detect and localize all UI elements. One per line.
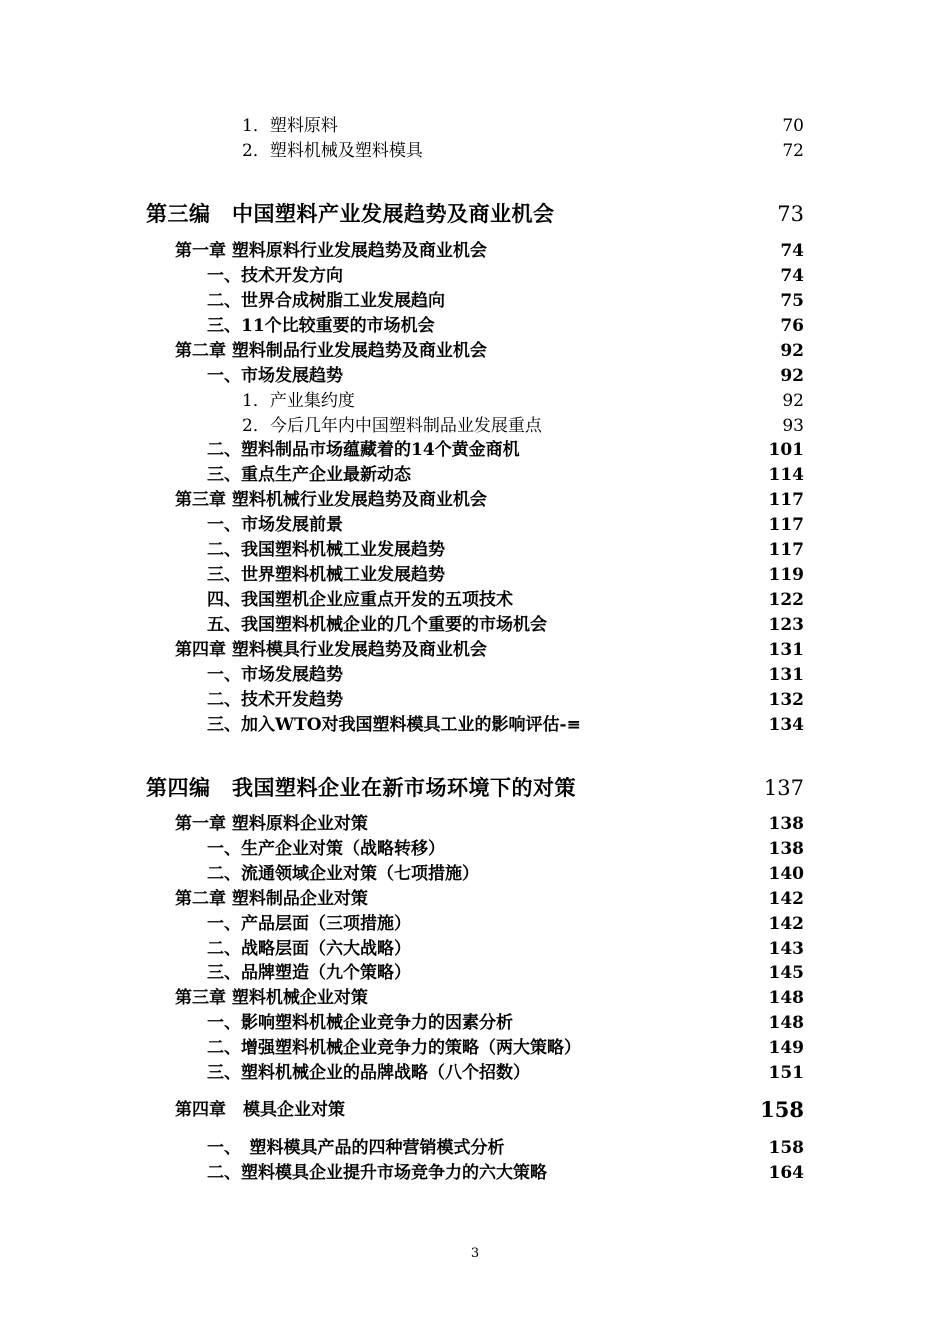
toc-subsection[interactable] — [0, 389, 950, 413]
toc-section-title: 一、生产企业对策（战略转移） — [207, 839, 445, 859]
toc-section-page: 123 — [768, 615, 804, 635]
toc-section-title: 二、世界合成树脂工业发展趋向 — [207, 291, 445, 311]
toc-subsection-title: 2．今后几年内中国塑料制品业发展重点 — [242, 416, 542, 436]
toc-section-title: 三、塑料机械企业的品牌战略（八个招数） — [207, 1063, 530, 1083]
toc-section-title: 一、产品层面（三项措施） — [207, 914, 411, 934]
toc-chapter-title: 第一章 塑料原料行业发展趋势及商业机会 — [175, 241, 487, 261]
toc-chapter[interactable] — [0, 239, 950, 263]
toc-entry-page: 70 — [782, 116, 804, 136]
toc-section[interactable] — [0, 862, 950, 886]
toc-section-page: 119 — [768, 565, 804, 585]
toc-section-title: 二、塑料模具企业提升市场竞争力的六大策略 — [207, 1163, 547, 1183]
toc-section-page: 117 — [768, 515, 804, 535]
toc-chapter[interactable] — [0, 887, 950, 911]
toc-part-page: 73 — [777, 202, 804, 226]
toc-section[interactable] — [0, 264, 950, 288]
toc-section-title: 三、世界塑料机械工业发展趋势 — [207, 565, 445, 585]
toc-part-heading[interactable] — [0, 197, 950, 231]
toc-section-title: 一、 塑料模具产品的四种营销模式分析 — [207, 1138, 505, 1158]
toc-section[interactable] — [0, 961, 950, 985]
toc-section-title: 二、塑料制品市场蕴藏着的14个黄金商机 — [207, 440, 520, 460]
toc-chapter-title: 第一章 塑料原料企业对策 — [175, 814, 368, 834]
toc-section-page: 143 — [768, 939, 804, 959]
toc-section-page: 138 — [768, 839, 804, 859]
toc-section[interactable] — [0, 688, 950, 712]
toc-chapter-page: 142 — [768, 889, 804, 909]
toc-section-title: 三、品牌塑造（九个策略） — [207, 963, 411, 983]
toc-section[interactable] — [0, 1061, 950, 1085]
toc-section-page: 131 — [768, 665, 804, 685]
toc-section-title: 三、11个比较重要的市场机会 — [207, 316, 435, 336]
toc-section-page: 114 — [768, 465, 804, 485]
toc-entry[interactable] — [0, 114, 950, 138]
toc-chapter-title: 第二章 塑料制品企业对策 — [175, 889, 368, 909]
toc-section-page: 149 — [768, 1038, 804, 1058]
toc-section-title: 二、战略层面（六大战略） — [207, 939, 411, 959]
toc-chapter-title: 第四章 模具企业对策 — [175, 1100, 345, 1120]
toc-section[interactable] — [0, 613, 950, 637]
toc-section[interactable] — [0, 837, 950, 861]
toc-section[interactable] — [0, 289, 950, 313]
toc-section-page: 122 — [768, 590, 804, 610]
toc-chapter-page: 148 — [768, 988, 804, 1008]
toc-section[interactable] — [0, 1036, 950, 1060]
toc-section[interactable] — [0, 663, 950, 687]
toc-entry-title: 2．塑料机械及塑料模具 — [242, 141, 423, 161]
toc-section-title: 三、重点生产企业最新动态 — [207, 465, 411, 485]
toc-section-page: 75 — [780, 291, 804, 311]
toc-chapter[interactable] — [0, 1098, 950, 1122]
toc-entry[interactable] — [0, 139, 950, 163]
toc-part-title: 第四编 我国塑料企业在新市场环境下的对策 — [146, 775, 576, 800]
toc-section-page: 101 — [768, 440, 804, 460]
toc-chapter-page: 131 — [768, 640, 804, 660]
toc-section-title: 一、市场发展前景 — [207, 515, 343, 535]
toc-section-page: 158 — [768, 1138, 804, 1158]
toc-section[interactable] — [0, 538, 950, 562]
toc-chapter-title: 第二章 塑料制品行业发展趋势及商业机会 — [175, 341, 487, 361]
toc-chapter[interactable] — [0, 488, 950, 512]
toc-section-title: 一、影响塑料机械企业竞争力的因素分析 — [207, 1013, 513, 1033]
toc-entry-title: 1．塑料原料 — [242, 116, 338, 136]
toc-section-page: 148 — [768, 1013, 804, 1033]
toc-chapter-page: 138 — [768, 814, 804, 834]
toc-section[interactable] — [0, 1011, 950, 1035]
toc-subsection[interactable] — [0, 414, 950, 438]
toc-section-title: 一、市场发展趋势 — [207, 665, 343, 685]
toc-section[interactable] — [0, 937, 950, 961]
toc-subsection-page: 93 — [782, 416, 804, 436]
toc-section[interactable] — [0, 463, 950, 487]
toc-section-title: 一、技术开发方向 — [207, 266, 343, 286]
toc-subsection-title: 1．产业集约度 — [242, 391, 355, 411]
toc-section[interactable] — [0, 713, 950, 737]
toc-chapter-page: 92 — [780, 341, 804, 361]
toc-section-page: 92 — [780, 366, 804, 386]
toc-chapter[interactable] — [0, 339, 950, 363]
toc-section[interactable] — [0, 1161, 950, 1185]
toc-section-page: 151 — [768, 1063, 804, 1083]
toc-section-page: 145 — [768, 963, 804, 983]
toc-section[interactable] — [0, 588, 950, 612]
toc-section-title: 二、流通领域企业对策（七项措施） — [207, 864, 479, 884]
toc-chapter-title: 第三章 塑料机械行业发展趋势及商业机会 — [175, 490, 487, 510]
toc-section-page: 164 — [768, 1163, 804, 1183]
toc-part-title: 第三编 中国塑料产业发展趋势及商业机会 — [146, 201, 555, 226]
toc-section-page: 140 — [768, 864, 804, 884]
toc-section-page: 134 — [768, 715, 804, 735]
toc-section-title: 四、我国塑机企业应重点开发的五项技术 — [207, 590, 513, 610]
toc-section-page: 117 — [768, 540, 804, 560]
toc-entry-page: 72 — [782, 141, 804, 161]
toc-section-page: 132 — [768, 690, 804, 710]
toc-part-heading[interactable] — [0, 771, 950, 805]
toc-section[interactable] — [0, 563, 950, 587]
toc-part-page: 137 — [763, 776, 804, 800]
toc-chapter-page: 74 — [780, 241, 804, 261]
toc-section-page: 74 — [780, 266, 804, 286]
toc-chapter-title: 第四章 塑料模具行业发展趋势及商业机会 — [175, 640, 487, 660]
toc-chapter[interactable] — [0, 638, 950, 662]
toc-section-page: 142 — [768, 914, 804, 934]
toc-chapter-page: 117 — [768, 490, 804, 510]
toc-chapter-title: 第三章 塑料机械企业对策 — [175, 988, 368, 1008]
toc-section-title: 三、加入WTO对我国塑料模具工业的影响评估-≡ — [207, 715, 581, 735]
toc-section[interactable] — [0, 1136, 950, 1160]
toc-section[interactable] — [0, 912, 950, 936]
toc-subsection-page: 92 — [782, 391, 804, 411]
page-number: 3 — [470, 1246, 480, 1261]
toc-section[interactable] — [0, 314, 950, 338]
toc-section-title: 五、我国塑料机械企业的几个重要的市场机会 — [207, 615, 547, 635]
toc-section-title: 一、市场发展趋势 — [207, 366, 343, 386]
toc-chapter[interactable] — [0, 812, 950, 836]
toc-section-title: 二、增强塑料机械企业竞争力的策略（两大策略） — [207, 1038, 581, 1058]
toc-section[interactable] — [0, 364, 950, 388]
toc-section[interactable] — [0, 438, 950, 462]
toc-section-page: 76 — [780, 316, 804, 336]
toc-section-title: 二、技术开发趋势 — [207, 690, 343, 710]
toc-section-title: 二、我国塑料机械工业发展趋势 — [207, 540, 445, 560]
toc-section[interactable] — [0, 513, 950, 537]
toc-chapter-page: 158 — [760, 1097, 804, 1122]
toc-chapter[interactable] — [0, 986, 950, 1010]
